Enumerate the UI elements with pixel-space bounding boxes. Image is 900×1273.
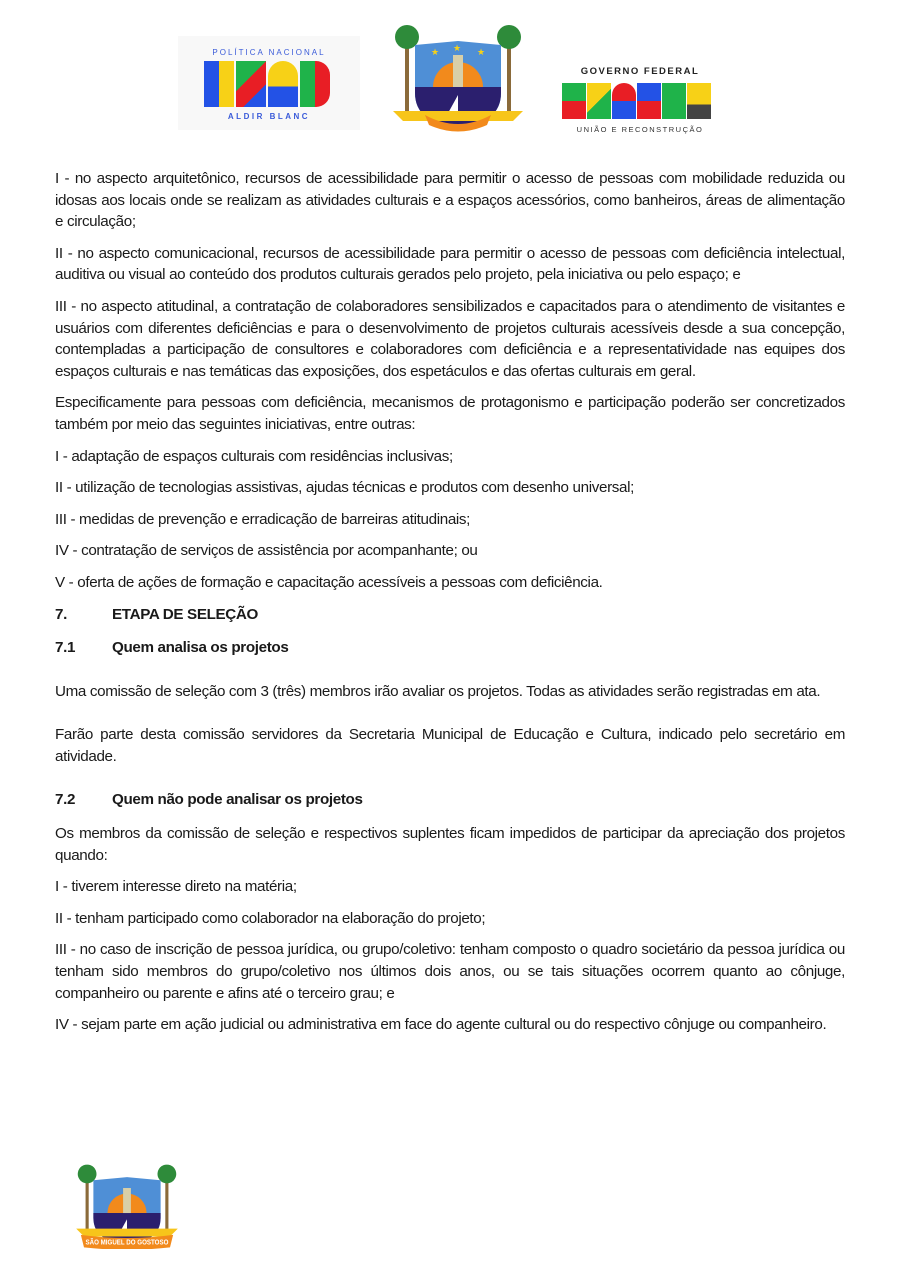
list-item: II - utilização de tecnologias assistivas, ajudas técnicas e produtos com desenho universal; — [55, 479, 635, 497]
list-item: I - tiverem interesse direto na matéria; — [55, 878, 297, 896]
list-item: V - oferta de ações de formação e capacitação acessíveis a pessoas com deficiência. — [55, 573, 603, 591]
document-body — [55, 168, 845, 1046]
municipal-crest-logo — [383, 23, 533, 133]
section-title: Quem não pode analisar os projetos — [112, 791, 363, 809]
list-item: I - adaptação de espaços culturais com residências inclusivas; — [55, 447, 453, 465]
svg-text:★: ★ — [431, 47, 440, 57]
paragraph: I - no aspecto arquitetônico, recursos de acessibilidade para permitir o acesso de pessoas com mobilidade reduzida ou idosas aos locais onde se realizam as atividades culturais e a espaços acessórios, como banheiros, áreas de alimentação e circulação; — [55, 170, 845, 231]
brasil-logo-mark — [562, 83, 720, 119]
paragraph: Uma comissão de seleção com 3 (três) membros irão avaliar os projetos. Todas as atividades serão registradas em ata. — [55, 682, 821, 700]
list-item: II - tenham participado como colaborador na elaboração do projeto; — [55, 909, 486, 927]
paragraph: III - no aspecto atitudinal, a contratação de colaboradores sensibilizados e capacitados para o atendimento de visitantes e usuários com diferentes deficiências e para o desenvolvimento de projetos culturais acessíveis desde a sua concepção, contempladas a participação de consultores e colaboradores com deficiência e a representatividade nas equipes dos espaços culturais e nas temáticas das exposições, dos espetáculos e das ofertas culturais em geral. — [55, 297, 845, 380]
section-heading-7-1 — [55, 637, 845, 659]
list-item: IV - contratação de serviços de assistência por acompanhante; ou — [55, 542, 478, 560]
governo-federal-logo — [560, 66, 720, 156]
footer-crest-text: SÃO MIGUEL DO GOSTOSO — [85, 1239, 180, 1247]
pnab-logo-mark — [204, 61, 330, 107]
gov-logo-top: GOVERNO FEDERAL — [580, 66, 700, 77]
paragraph: Especificamente para pessoas com deficiência, mecanismos de protagonismo e participação poderão ser concretizados também por meio das seguintes iniciativas, entre outras: — [55, 394, 845, 433]
section-title: Quem analisa os projetos — [112, 639, 289, 657]
footer-crest-logo — [68, 1163, 186, 1249]
paragraph: II - no aspecto comunicacional, recursos de acessibilidade para permitir o acesso de pessoas com deficiência intelectual, auditiva ou visual ao conteúdo dos produtos culturais gerados pelo projeto, pela iniciativa ou pelo espaço; e — [55, 244, 845, 284]
section-number: 7.2 — [55, 791, 76, 809]
paragraph: Os membros da comissão de seleção e respectivos suplentes ficam impedidos de participar da apreciação dos projetos quando: — [55, 825, 845, 864]
svg-text:★: ★ — [453, 43, 462, 53]
list-item: III - no caso de inscrição de pessoa jurídica, ou grupo/coletivo: tenham composto o quadro societário da pessoa jurídica ou tenham sido membros do grupo/coletivo nos últimos dois anos, ou se tais situações ocorrem quanto ao cônjuge, companheiro ou parente e afins até o terceiro grau; e — [55, 941, 845, 1002]
svg-text:★: ★ — [477, 47, 486, 57]
list-item: III - medidas de prevenção e erradicação de barreiras atitudinais; — [55, 510, 471, 528]
section-number: 7. — [55, 605, 67, 623]
pnab-logo-bottom: ALDIR BLANC — [227, 112, 311, 121]
section-title: ETAPA DE SELEÇÃO — [112, 605, 259, 623]
pnab-logo — [178, 36, 360, 130]
section-heading-7 — [55, 604, 845, 626]
section-heading-7-2 — [55, 789, 845, 811]
page-header — [0, 18, 900, 153]
paragraph: Farão parte desta comissão servidores da Secretaria Municipal de Educação e Cultura, indicado pelo secretário em atividade. — [55, 726, 845, 765]
list-item: IV - sejam parte em ação judicial ou administrativa em face do agente cultural ou do respectivo cônjuge ou companheiro. — [55, 1016, 827, 1034]
section-number: 7.1 — [55, 639, 76, 657]
pnab-logo-top: POLÍTICA NACIONAL — [212, 48, 326, 57]
gov-logo-bottom: UNIÃO E RECONSTRUÇÃO — [576, 125, 704, 134]
